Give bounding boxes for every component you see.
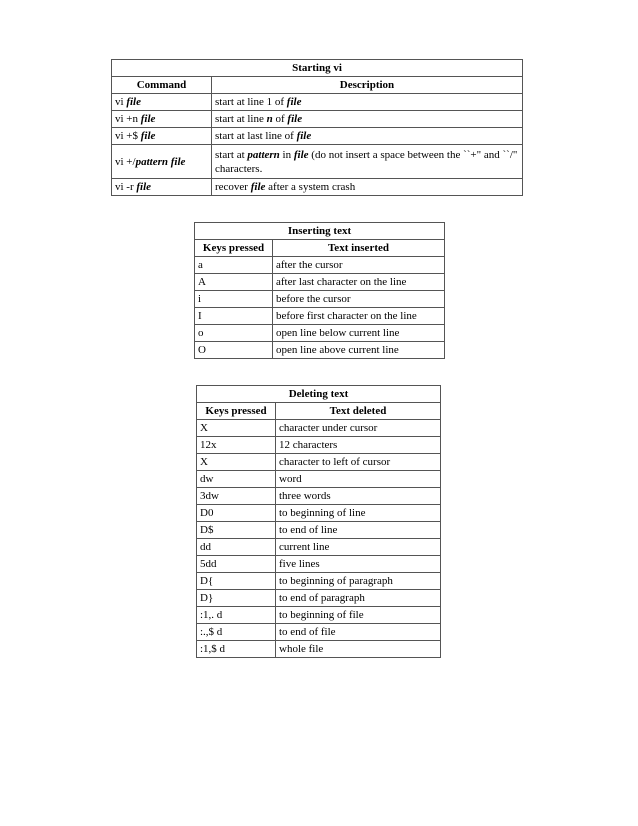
- keys-pressed-cell: 3dw: [197, 488, 276, 505]
- command-prefix: vi +/: [115, 155, 136, 168]
- table-row: [112, 128, 523, 145]
- text-inserted-cell: open line above current line: [273, 342, 445, 359]
- text-inserted-cell: after the cursor: [273, 257, 445, 274]
- description-emphasis: pattern: [247, 148, 280, 161]
- keys-pressed-cell: D}: [197, 590, 276, 607]
- command-argument: file: [140, 112, 156, 125]
- command-cell: [112, 179, 212, 196]
- text-deleted-cell: current line: [276, 539, 441, 556]
- text-deleted-cell: character to left of cursor: [276, 454, 441, 471]
- table-title-row: [112, 60, 523, 77]
- command-prefix: vi: [115, 95, 127, 108]
- table-row: [197, 539, 441, 556]
- description-cell: [212, 179, 523, 196]
- description-text: after a system crash: [265, 180, 356, 193]
- text-deleted-cell: three words: [276, 488, 441, 505]
- keys-pressed-cell: :1,$ d: [197, 641, 276, 658]
- text-deleted-cell: to end of file: [276, 624, 441, 641]
- description-text: (do not insert a space between the ``+" and ``/" characters.: [215, 148, 518, 175]
- text-deleted-cell: to beginning of line: [276, 505, 441, 522]
- description-text: recover: [215, 180, 251, 193]
- description-text: in: [279, 148, 294, 161]
- command-argument: file: [126, 95, 141, 108]
- keys-pressed-cell: D$: [197, 522, 276, 539]
- table-row: [112, 145, 523, 179]
- description-emphasis: file: [296, 129, 312, 142]
- table-row: [195, 308, 445, 325]
- command-prefix: vi +n: [115, 112, 141, 125]
- keys-pressed-cell: o: [195, 325, 273, 342]
- table-row: [112, 94, 523, 111]
- column-header-command: Command: [112, 77, 212, 94]
- keys-pressed-cell: dd: [197, 539, 276, 556]
- table-row: [197, 641, 441, 658]
- description-cell: [212, 111, 523, 128]
- keys-pressed-cell: a: [195, 257, 273, 274]
- keys-pressed-cell: D{: [197, 573, 276, 590]
- text-deleted-cell: to end of line: [276, 522, 441, 539]
- table-row: [112, 111, 523, 128]
- table-row: [197, 505, 441, 522]
- table-row: [197, 488, 441, 505]
- description-text: of: [272, 112, 288, 125]
- table-header-row: [195, 240, 445, 257]
- description-emphasis: file: [293, 148, 309, 161]
- table-title-row: [195, 223, 445, 240]
- keys-pressed-cell: :1,. d: [197, 607, 276, 624]
- text-deleted-cell: character under cursor: [276, 420, 441, 437]
- text-deleted-cell: whole file: [276, 641, 441, 658]
- command-cell: [112, 128, 212, 145]
- keys-pressed-cell: D0: [197, 505, 276, 522]
- description-text: start at: [215, 148, 248, 161]
- description-emphasis: file: [286, 95, 302, 108]
- command-argument: file: [140, 129, 156, 142]
- text-deleted-cell: five lines: [276, 556, 441, 573]
- keys-pressed-cell: X: [197, 420, 276, 437]
- table-row: [197, 454, 441, 471]
- table-title: Deleting text: [197, 386, 441, 403]
- table-title: Starting vi: [112, 60, 523, 77]
- text-inserted-cell: after last character on the line: [273, 274, 445, 291]
- text-deleted-cell: to end of paragraph: [276, 590, 441, 607]
- table-row: [197, 420, 441, 437]
- keys-pressed-cell: X: [197, 454, 276, 471]
- text-deleted-cell: 12 characters: [276, 437, 441, 454]
- column-header-text-inserted: Text inserted: [273, 240, 445, 257]
- keys-pressed-cell: :.,$ d: [197, 624, 276, 641]
- description-cell: [212, 128, 523, 145]
- keys-pressed-cell: I: [195, 308, 273, 325]
- table-row: [197, 573, 441, 590]
- table-header-row: [112, 77, 523, 94]
- column-header-keys-pressed: Keys pressed: [195, 240, 273, 257]
- text-inserted-cell: open line below current line: [273, 325, 445, 342]
- description-cell: [212, 94, 523, 111]
- table-row: [195, 274, 445, 291]
- table-row: [197, 471, 441, 488]
- description-emphasis: n: [266, 112, 273, 125]
- description-cell: [212, 145, 523, 179]
- keys-pressed-cell: dw: [197, 471, 276, 488]
- keys-pressed-cell: O: [195, 342, 273, 359]
- text-inserted-cell: before the cursor: [273, 291, 445, 308]
- column-header-description: Description: [212, 77, 523, 94]
- column-header-text-deleted: Text deleted: [276, 403, 441, 420]
- command-prefix: vi +$: [115, 129, 141, 142]
- description-emphasis: file: [287, 112, 303, 125]
- command-argument: file: [136, 180, 152, 193]
- command-cell: [112, 111, 212, 128]
- table-row: [195, 257, 445, 274]
- table-row: [197, 590, 441, 607]
- table-row: [197, 437, 441, 454]
- text-inserted-cell: before first character on the line: [273, 308, 445, 325]
- table-row: [112, 179, 523, 196]
- deleting-text-table: [196, 385, 441, 658]
- table-title-row: [197, 386, 441, 403]
- description-text: start at last line of: [215, 129, 297, 142]
- table-title: Inserting text: [195, 223, 445, 240]
- column-header-keys-pressed: Keys pressed: [197, 403, 276, 420]
- description-text: start at line 1 of: [215, 95, 287, 108]
- text-deleted-cell: word: [276, 471, 441, 488]
- table-header-row: [197, 403, 441, 420]
- table-row: [195, 291, 445, 308]
- command-prefix: vi -r: [115, 180, 137, 193]
- table-row: [197, 522, 441, 539]
- keys-pressed-cell: 5dd: [197, 556, 276, 573]
- description-text: start at line: [215, 112, 267, 125]
- keys-pressed-cell: 12x: [197, 437, 276, 454]
- command-argument: pattern file: [135, 155, 186, 168]
- text-deleted-cell: to beginning of file: [276, 607, 441, 624]
- keys-pressed-cell: i: [195, 291, 273, 308]
- command-cell: [112, 94, 212, 111]
- starting-vi-table: [111, 59, 523, 196]
- keys-pressed-cell: A: [195, 274, 273, 291]
- table-row: [197, 556, 441, 573]
- command-cell: [112, 145, 212, 179]
- description-emphasis: file: [250, 180, 266, 193]
- table-row: [197, 624, 441, 641]
- text-deleted-cell: to beginning of paragraph: [276, 573, 441, 590]
- inserting-text-table: [194, 222, 445, 359]
- table-row: [197, 607, 441, 624]
- table-row: [195, 342, 445, 359]
- table-row: [195, 325, 445, 342]
